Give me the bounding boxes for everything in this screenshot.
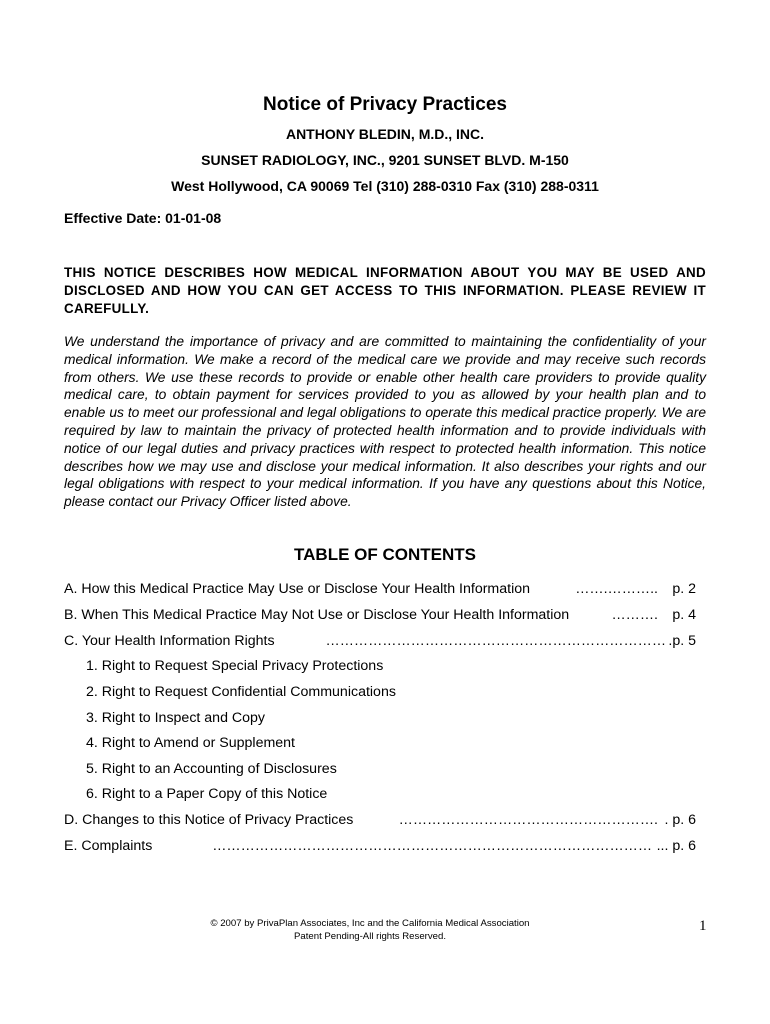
toc-right-1: 1. Right to Request Special Privacy Protections xyxy=(86,658,384,674)
toc-entry-page: p. 4 xyxy=(672,607,696,623)
intro-paragraph: We understand the importance of privacy and are committed to maintaining the confidentiality of your medical information. We make a record of the medical care we provide and may receive such records from others. We use these records to provide or enable other health care providers to provide quality medical care, to obtain payment for services provided to you as allowed by your health plan and to enable us to meet our professional and legal obligations to operate this medical practice properly. We are required by law to maintain the privacy of protected health information and to provide individuals with notice of our legal duties and privacy practices with respect to protected health information. This notice describes how we may use and disclose your medical information. It also describes your rights and our legal obligations with respect to your medical information. If you have any questions about this Notice, please contact our Privacy Officer listed above. xyxy=(64,334,706,510)
toc-entry-page: p. 2 xyxy=(672,581,696,597)
toc-entry-text: A. How this Medical Practice May Use or Disclose Your Health Information xyxy=(64,581,531,597)
practice-address: SUNSET RADIOLOGY, INC., 9201 SUNSET BLVD. M-150 xyxy=(201,152,569,168)
toc-entry-b xyxy=(64,607,696,627)
toc-entry-leader: ………………………………………………………………………………… xyxy=(212,838,652,854)
toc-right-5: 5. Right to an Accounting of Disclosures xyxy=(86,761,337,777)
effective-date: Effective Date: 01-01-08 xyxy=(64,210,222,226)
toc-entry-page: .p. 5 xyxy=(668,633,696,649)
provider-name: ANTHONY BLEDIN, M.D., INC. xyxy=(285,126,485,142)
toc-entry-leader: ………………………………………………. xyxy=(398,812,658,828)
toc-title: TABLE OF CONTENTS xyxy=(294,545,476,564)
toc-entry-d xyxy=(64,812,696,832)
toc-right-3: 3. Right to Inspect and Copy xyxy=(86,710,266,726)
patent-notice: Patent Pending-All rights Reserved. xyxy=(294,930,446,942)
notice-heading: THIS NOTICE DESCRIBES HOW MEDICAL INFORMATION ABOUT YOU MAY BE USED AND DISCLOSED AND HOW YOU CAN GET ACCESS TO THIS INFORMATION. PLEASE REVIEW IT CAREFULLY. xyxy=(64,265,706,316)
toc-right-2: 2. Right to Request Confidential Communications xyxy=(86,684,396,700)
toc-entry-leader: ………. xyxy=(611,607,658,623)
contact-info: West Hollywood, CA 90069 Tel (310) 288-0310 Fax (310) 288-0311 xyxy=(171,178,599,194)
toc-entry-page: ... p. 6 xyxy=(656,838,696,854)
toc-entry-text: B. When This Medical Practice May Not Use or Disclose Your Health Information xyxy=(64,607,570,623)
toc-entry-text: C. Your Health Information Rights xyxy=(64,633,275,649)
toc-right-6: 6. Right to a Paper Copy of this Notice xyxy=(86,786,328,802)
toc-entry-page: . p. 6 xyxy=(664,812,696,828)
toc-entry-text: E. Complaints xyxy=(64,838,153,854)
toc-entry-leader: …….……….. xyxy=(575,581,658,597)
toc-entry-text: D. Changes to this Notice of Privacy Practices xyxy=(64,812,354,828)
toc-entry-leader: ……………………………………………………………… xyxy=(325,633,666,649)
toc-entry-c xyxy=(64,633,696,653)
copyright-notice: © 2007 by PrivaPlan Associates, Inc and the California Medical Association xyxy=(210,918,530,929)
page-footer xyxy=(170,918,570,943)
page-number: 1 xyxy=(699,918,707,934)
document-title: Notice of Privacy Practices xyxy=(263,94,507,115)
toc-entry-e xyxy=(64,838,696,858)
toc-entry-a xyxy=(64,581,696,601)
toc-right-4: 4. Right to Amend or Supplement xyxy=(86,735,295,751)
